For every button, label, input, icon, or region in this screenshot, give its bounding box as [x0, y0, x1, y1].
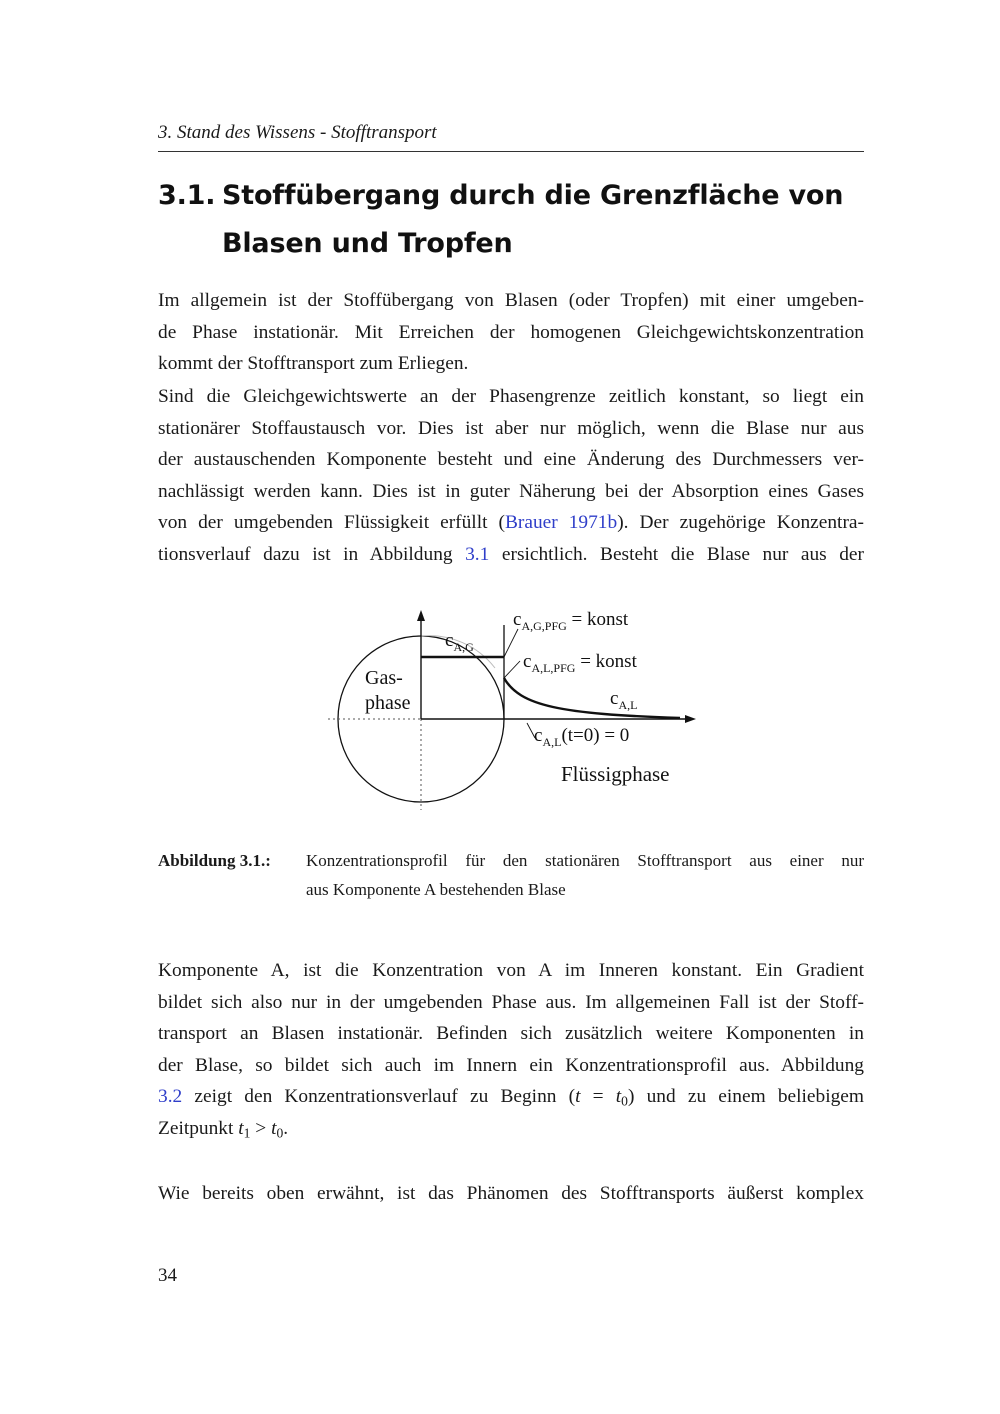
text-segment: Zeitpunkt	[158, 1117, 239, 1139]
caption-text	[306, 846, 864, 904]
section-title: Stoffübergang durch die Grenzfläche von Blasen und Tropfen	[222, 180, 844, 259]
figure-concentration-profile	[320, 598, 720, 814]
text-line: der austauschenden Komponente besteht und eine Änderung des Durchmessers ver-	[158, 449, 864, 471]
math-t0	[616, 1086, 628, 1107]
math-t1-var: t	[238, 1117, 244, 1139]
figure-diagram	[320, 598, 720, 814]
paragraph-2	[158, 381, 864, 571]
text-line	[158, 507, 864, 539]
math-t0-sub: 0	[621, 1093, 628, 1109]
text-segment: .	[283, 1117, 289, 1139]
paragraph-3	[158, 955, 864, 1145]
text-line: Wie bereits oben erwähnt, ist das Phänomen des Stofftransports äußerst komplex	[158, 1183, 864, 1204]
math-t0-sub: 0	[276, 1125, 284, 1141]
text-line: der Blase, so bildet sich auch im Innern ein Konzentrationsprofil aus. Abbildung	[158, 1054, 864, 1076]
page-number: 34	[158, 1265, 177, 1286]
math-t0-var: t	[615, 1086, 622, 1108]
math-t: t	[575, 1086, 581, 1108]
label-c-ag-main: c	[445, 630, 454, 651]
label-c-al-main: c	[610, 688, 619, 709]
math-eq: =	[580, 1086, 616, 1108]
text-line: kommt der Stofftransport zum Erliegen.	[158, 353, 469, 375]
running-head: 3. Stand des Wissens - Stofftransport	[158, 122, 437, 143]
section-number: 3.1.	[158, 180, 216, 211]
text-line: bildet sich also nur in der umgebenden Phase aus. Im allgemeinen Fall ist der Stoff-	[158, 991, 864, 1013]
label-c-al	[610, 688, 637, 712]
text-line: Sind die Gleichgewichtswerte an der Phasengrenze zeitlich konstant, so liegt ein	[158, 386, 864, 407]
pointer-c-agpfg	[504, 629, 518, 657]
math-t1	[238, 1118, 250, 1139]
text-segment: ). Der zugehörige Konzentra-	[617, 512, 864, 534]
text-line: de Phase instationär. Mit Erreichen der homogenen Gleichgewichtskonzentration	[158, 321, 864, 343]
y-axis-arrowhead	[417, 610, 425, 621]
label-gas-line2: phase	[365, 692, 411, 714]
label-c-ag	[445, 630, 474, 654]
label-gas-line1: Gas-	[365, 667, 403, 689]
label-c-al0-rest: (t=0) = 0	[561, 725, 630, 746]
label-c-ag-sub: A,G	[453, 640, 474, 654]
label-c-alpfg	[523, 651, 638, 675]
text-line: transport an Blasen instationär. Befinden sich zusätzlich weitere Komponenten in	[158, 1023, 864, 1045]
label-c-al0	[534, 725, 629, 749]
label-c-agpfg-main: c	[513, 609, 522, 630]
label-c-al0-main: c	[534, 725, 543, 746]
label-liquid-phase: Flüssigphase	[561, 762, 670, 786]
math-t1-sub: 1	[243, 1125, 251, 1141]
label-c-alpfg-rest: = konst	[575, 651, 637, 672]
paragraph-4	[158, 1178, 864, 1210]
math-t0-var: t	[271, 1117, 277, 1139]
caption-label: Abbildung 3.1.:	[158, 851, 271, 870]
text-segment: ) und zu einem beliebigem	[627, 1086, 864, 1108]
label-c-agpfg-sub: A,G,PFG	[521, 619, 567, 633]
label-c-alpfg-main: c	[523, 651, 532, 672]
text-line	[158, 539, 864, 571]
math-gt: >	[250, 1117, 272, 1139]
text-segment: zeigt den Konzentrationsverlauf zu Beginn (	[182, 1086, 576, 1108]
label-c-agpfg-rest: = konst	[566, 609, 629, 630]
label-c-al0-sub: A,L	[542, 735, 562, 749]
x-axis-arrowhead	[685, 715, 696, 723]
figure-ref-link[interactable]: 3.1	[465, 543, 490, 565]
label-c-alpfg-sub: A,L,PFG	[531, 661, 576, 675]
text-segment: tionsverlauf dazu ist in Abbildung	[158, 543, 466, 565]
text-line: stationärer Stoffaustausch vor. Dies ist aber nur möglich, wenn die Blase nur aus	[158, 417, 864, 439]
text-line: nachlässigt werden kann. Dies ist in guter Näherung bei der Absorption eines Gases	[158, 480, 864, 502]
figure-ref-link[interactable]: 3.2	[158, 1086, 183, 1108]
caption-line: Konzentrationsprofil für den stationären Stofftransport aus einer nur	[306, 851, 864, 870]
label-c-al-sub: A,L	[618, 698, 638, 712]
text-line: Komponente A, ist die Konzentration von A im Inneren konstant. Ein Gradient	[158, 960, 864, 981]
label-c-agpfg	[513, 609, 629, 633]
text-line	[158, 1113, 864, 1145]
math-t0	[271, 1118, 283, 1139]
citation-link[interactable]: Brauer 1971b	[504, 512, 618, 534]
text-line	[158, 1081, 864, 1113]
text-line: Im allgemein ist der Stoffübergang von Blasen (oder Tropfen) mit einer umgeben-	[158, 290, 864, 311]
caption-line: aus Komponente A bestehenden Blase	[306, 880, 566, 899]
header-rule	[158, 151, 864, 152]
text-segment: ersichtlich. Besteht die Blase nur aus der	[489, 543, 864, 565]
text-segment: von der umgebenden Flüssigkeit erfüllt (	[158, 512, 505, 534]
paragraph-1	[158, 285, 864, 380]
liquid-concentration-curve	[504, 678, 680, 718]
pointer-c-alpfg	[504, 661, 520, 678]
